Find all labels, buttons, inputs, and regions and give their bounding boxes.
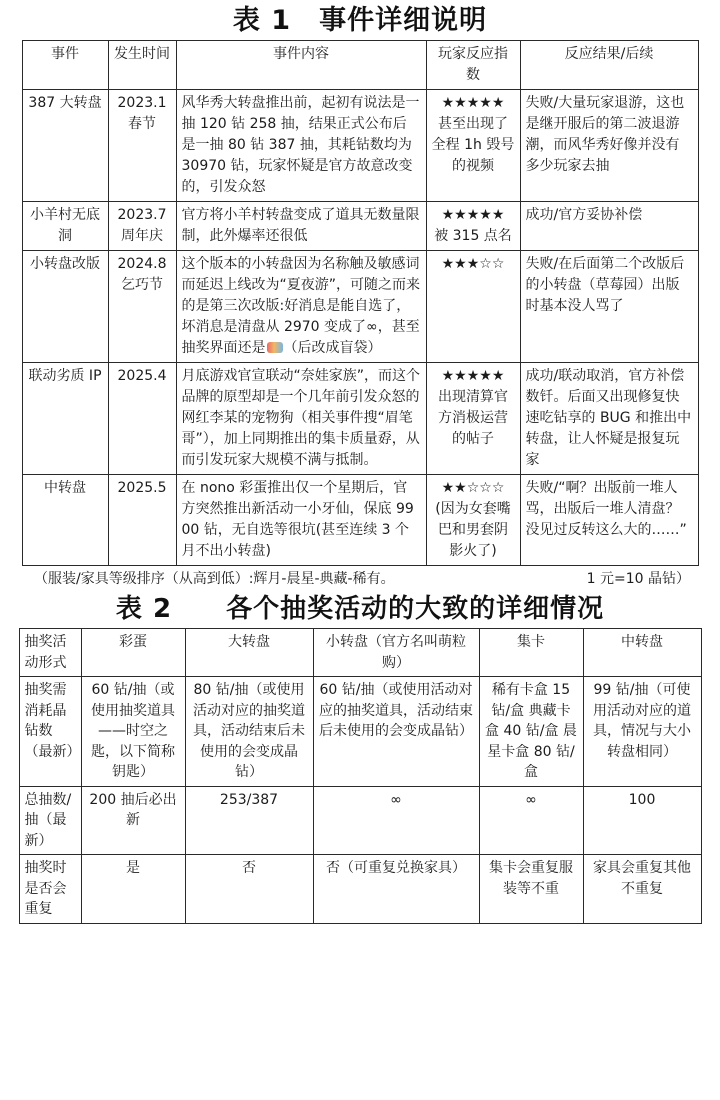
star-rating: ★★☆☆☆ bbox=[441, 480, 505, 496]
table1-footnote bbox=[22, 566, 698, 590]
table2-title: 表 2 各个抽奖活动的大致的详细情况 bbox=[115, 594, 605, 624]
table-row bbox=[22, 363, 698, 475]
event-name: 小羊村无底洞 bbox=[22, 202, 108, 251]
reaction-text: 出现清算官方消极运营的帖子 bbox=[438, 389, 508, 447]
star-rating: ★★★★★ bbox=[441, 207, 505, 223]
header-egg: 彩蛋 bbox=[81, 629, 185, 677]
lottery-table bbox=[19, 628, 702, 924]
event-content: 月底游戏官宣联动“奈娃家族”，而这个品牌的原型却是一个几年前引发众怒的网红李某的宠物狗（相关事件搜“眉笔哥”），加上同期推出的集卡质量孬，从而引发玩家大规模不满与抵制。 bbox=[176, 363, 426, 475]
row-label: 抽奖需消耗晶钻数（最新） bbox=[19, 677, 81, 787]
table-cell: 稀有卡盒 15 钻/盒 典藏卡盒 40 钻/盒 晨星卡盒 80 钻/盒 bbox=[479, 677, 583, 787]
header-time: 发生时间 bbox=[108, 41, 176, 90]
star-rating: ★★★★★ bbox=[441, 95, 505, 111]
event-time: 2023.7 周年庆 bbox=[108, 202, 176, 251]
event-content-text: 这个版本的小转盘因为名称触及敏感词而延迟上线改为“夏夜游”，可随之而来的是第三次改版:好消息是能自选了，坏消息是清盘从 2970 变成了∞，甚至抽奖界面还是 bbox=[181, 256, 421, 356]
table-cell: 否（可重复兑换家具） bbox=[313, 855, 479, 924]
table-cell: 家具会重复其他不重复 bbox=[583, 855, 701, 924]
table-cell: 60 钻/抽（或使用活动对应的抽奖道具，活动结束后未使用的会变成晶钻） bbox=[313, 677, 479, 787]
table-cell: 99 钻/抽（可使用活动对应的道具，情况与大小转盘相同） bbox=[583, 677, 701, 787]
event-reaction bbox=[426, 475, 520, 566]
lottery-table-header bbox=[19, 629, 701, 677]
table-cell: 60 钻/抽（或使用抽奖道具——时空之匙，以下简称钥匙） bbox=[81, 677, 185, 787]
header-content: 事件内容 bbox=[176, 41, 426, 90]
reaction-text: (因为女套嘴巴和男套阴影火了) bbox=[435, 501, 511, 559]
header-result: 反应结果/后续 bbox=[520, 41, 698, 90]
event-reaction bbox=[426, 363, 520, 475]
table-row bbox=[22, 90, 698, 202]
header-event: 事件 bbox=[22, 41, 108, 90]
table-cell: 80 钻/抽（或使用活动对应的抽奖道具，活动结束后未使用的会变成晶钻） bbox=[185, 677, 313, 787]
table-cell: 否 bbox=[185, 855, 313, 924]
table-cell: ∞ bbox=[479, 786, 583, 855]
event-content-suffix: （后改成盲袋） bbox=[283, 340, 382, 356]
row-label: 抽奖时是否会重复 bbox=[19, 855, 81, 924]
event-content: 在 nono 彩蛋推出仅一个星期后，官方突然推出新活动一小牙仙，保底 9900 钻，无自选等很坑(甚至连续 3 个月不出小转盘) bbox=[176, 475, 426, 566]
table-row bbox=[19, 855, 701, 924]
table-cell: 100 bbox=[583, 786, 701, 855]
event-content: 风华秀大转盘推出前，起初有说法是一抽 120 钻 258 抽，结果正式公布后是一抽 80 钻 387 抽，其耗钻数均为 30970 钻，玩家怀疑是官方故意改变的，引发众怒 bbox=[176, 90, 426, 202]
header-big-wheel: 大转盘 bbox=[185, 629, 313, 677]
table-cell: ∞ bbox=[313, 786, 479, 855]
event-name: 联动劣质 IP bbox=[22, 363, 108, 475]
header-small-wheel: 小转盘（官方名叫萌粒购） bbox=[313, 629, 479, 677]
event-time: 2025.5 bbox=[108, 475, 176, 566]
event-table-header bbox=[22, 41, 698, 90]
event-name: 中转盘 bbox=[22, 475, 108, 566]
event-result: 成功/联动取消，官方补偿数钎。后面又出现修复快速吃钻享的 BUG 和推出中转盘，让人怀疑是报复玩家 bbox=[520, 363, 698, 475]
table-cell: 253/387 bbox=[185, 786, 313, 855]
event-result: 失败/大量玩家退游，这也是继开服后的第二波退游潮，而风华秀好像并没有多少玩家去抽 bbox=[520, 90, 698, 202]
reaction-text: 甚至出现了全程 1h 毁号的视频 bbox=[431, 116, 515, 174]
star-rating: ★★★★★ bbox=[441, 368, 505, 384]
event-name: 387 大转盘 bbox=[22, 90, 108, 202]
table-cell: 集卡会重复服装等不重 bbox=[479, 855, 583, 924]
event-reaction bbox=[426, 251, 520, 363]
header-mid-wheel: 中转盘 bbox=[583, 629, 701, 677]
event-time: 2023.1 春节 bbox=[108, 90, 176, 202]
event-name: 小转盘改版 bbox=[22, 251, 108, 363]
table-cell: 是 bbox=[81, 855, 185, 924]
banner-emoji-icon bbox=[267, 342, 283, 353]
event-result: 失败/“啊？出版前一堆人骂，出版后一堆人清盘？没见过反转这么大的……” bbox=[520, 475, 698, 566]
table-row bbox=[22, 202, 698, 251]
event-table bbox=[22, 40, 699, 566]
event-content bbox=[176, 251, 426, 363]
table-cell: 200 抽后必出新 bbox=[81, 786, 185, 855]
table-row bbox=[22, 475, 698, 566]
event-content: 官方将小羊村转盘变成了道具无数量限制，此外爆率还很低 bbox=[176, 202, 426, 251]
event-result: 成功/官方妥协补偿 bbox=[520, 202, 698, 251]
header-lottery-type: 抽奖活动形式 bbox=[19, 629, 81, 677]
event-result: 失败/在后面第二个改版后的小转盘（草莓园）出版时基本没人骂了 bbox=[520, 251, 698, 363]
table-row bbox=[19, 786, 701, 855]
event-time: 2025.4 bbox=[108, 363, 176, 475]
event-reaction bbox=[426, 90, 520, 202]
header-card-collect: 集卡 bbox=[479, 629, 583, 677]
star-rating: ★★★☆☆ bbox=[441, 256, 505, 272]
table1-title: 表 1 事件详细说明 bbox=[232, 5, 488, 36]
grade-order-note: （服装/家具等级排序（从高到低）:辉月-晨星-典藏-稀有。 bbox=[34, 571, 395, 587]
table-row bbox=[19, 677, 701, 787]
event-time: 2024.8 乞巧节 bbox=[108, 251, 176, 363]
header-reaction-index: 玩家反应指数 bbox=[426, 41, 520, 90]
row-label: 总抽数/抽（最新） bbox=[19, 786, 81, 855]
reaction-text: 被 315 点名 bbox=[434, 228, 512, 244]
event-reaction bbox=[426, 202, 520, 251]
table-row bbox=[22, 251, 698, 363]
exchange-rate-note: 1 元=10 晶钻） bbox=[586, 571, 690, 587]
